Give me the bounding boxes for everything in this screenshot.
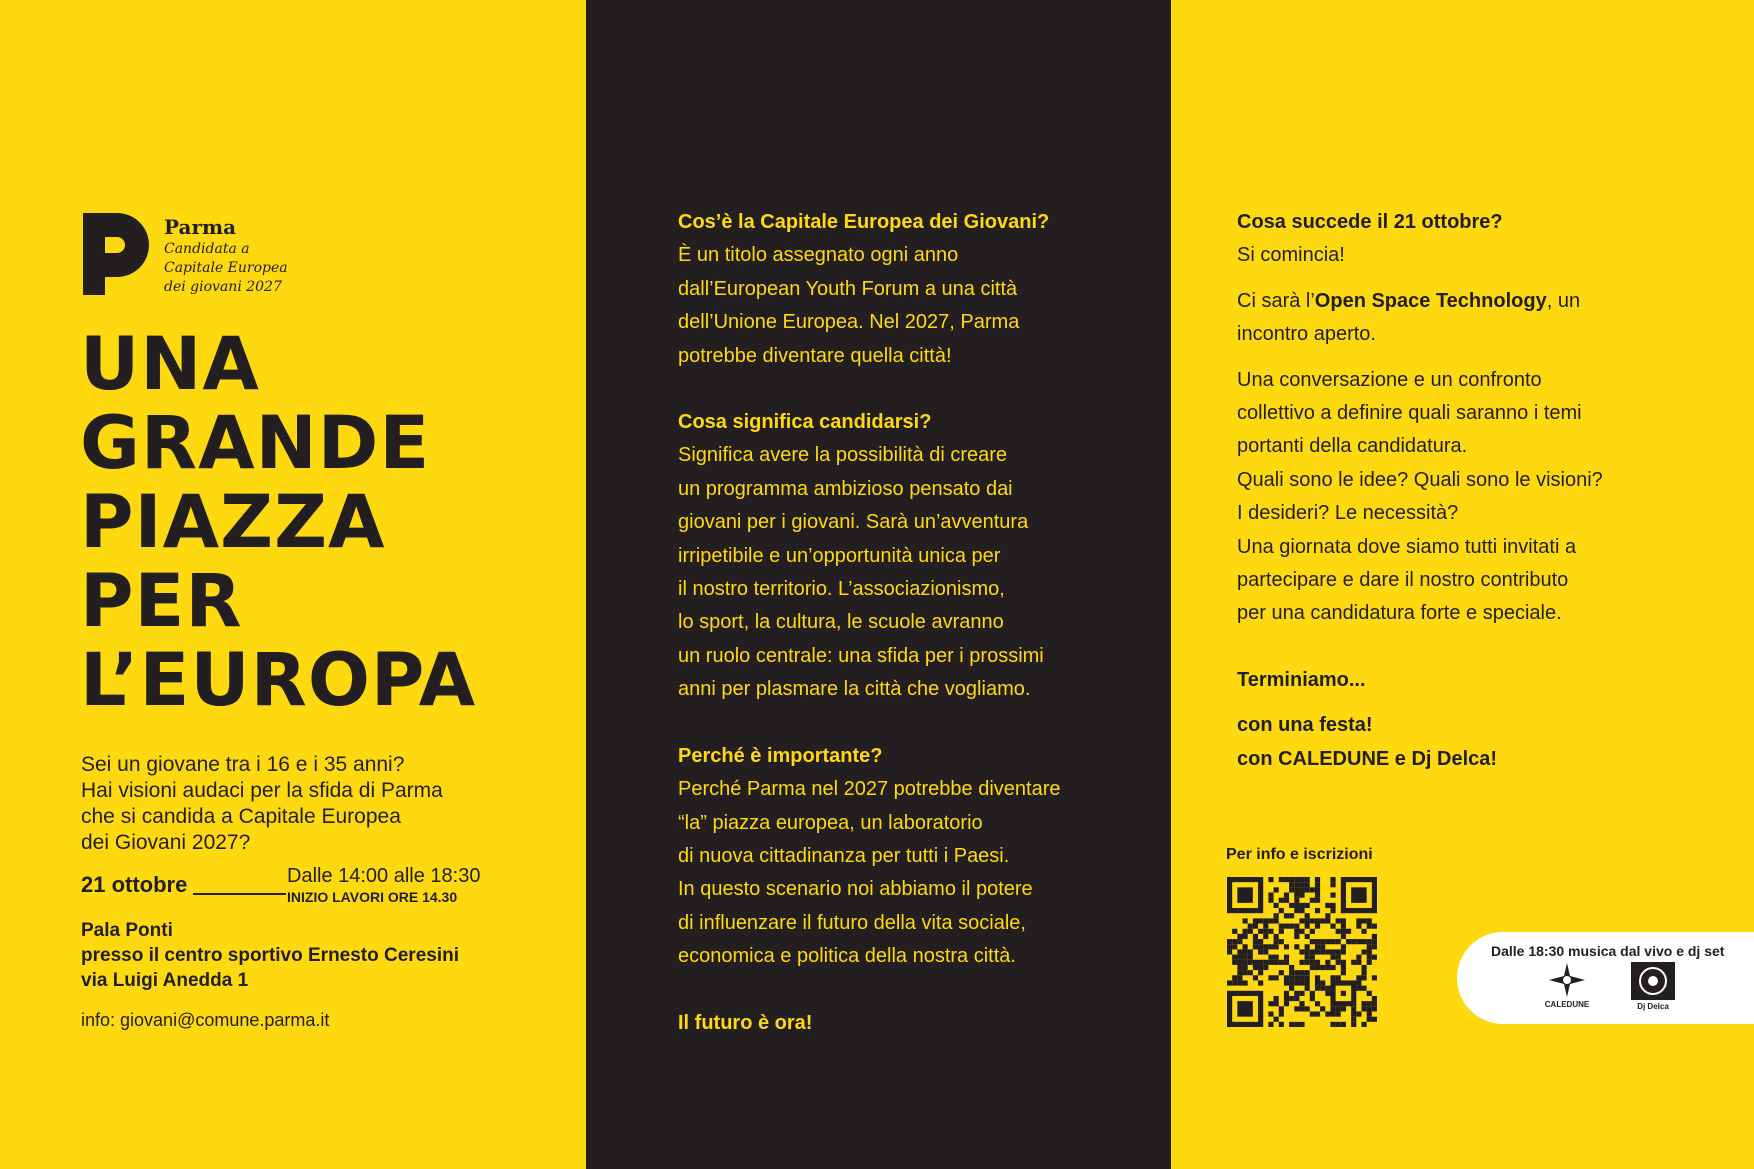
event-date: 21 ottobre: [81, 872, 188, 897]
program-line: partecipare e dare il nostro contributo: [1237, 569, 1569, 592]
faq-line: di influenzare il futuro della vita sociale,: [678, 911, 1026, 934]
ost-line-2: incontro aperto.: [1237, 323, 1376, 346]
faq-line: Perché Parma nel 2027 potrebbe diventare: [678, 778, 1061, 801]
faq-block: [678, 740, 1158, 974]
faq-block: [678, 1007, 1158, 1040]
faq-line: dall’European Youth Forum a una città: [678, 277, 1018, 300]
faq-line: di nuova cittadinanza per tutti i Paesi.: [678, 844, 1010, 867]
faq-closing: Il futuro è ora!: [678, 1011, 813, 1034]
faq-line: anni per plasmare la città che vogliamo.: [678, 678, 1031, 701]
faq-question: Cos’è la Capitale Europea dei Giovani?: [678, 211, 1050, 233]
faq-line: lo sport, la cultura, le scuole avranno: [678, 611, 1004, 634]
program-line: Quali sono le idee? Quali sono le visioni?: [1237, 468, 1603, 491]
intro-line: che si candida a Capitale Europea: [81, 805, 401, 828]
venue-line: presso il centro sportivo Ernesto Ceresini: [81, 945, 459, 966]
intro-line: Sei un giovane tra i 16 e i 35 anni?: [81, 753, 405, 776]
program-start: Si comincia!: [1237, 244, 1345, 267]
intro-text: [81, 752, 561, 856]
headline: [80, 322, 477, 723]
headline-line: PER: [80, 559, 243, 644]
venue-line: via Luigi Anedda 1: [81, 970, 249, 991]
program-line: portanti della candidatura.: [1237, 435, 1468, 458]
dj-delca-logo: [1623, 962, 1683, 1011]
brand-subtitle-line: Candidata a: [164, 241, 250, 257]
headline-line: GRANDE: [80, 401, 431, 486]
faq-section: [678, 206, 1158, 1073]
brand-block: [164, 214, 288, 297]
faq-line: È un titolo assegnato ogni anno: [678, 244, 959, 267]
event-time: Dalle 14:00 alle 18:30: [287, 865, 481, 887]
music-badge: [1457, 932, 1754, 1024]
brand-name: Parma: [164, 215, 237, 239]
ending-title: Terminiamo...: [1237, 668, 1366, 691]
dj-delca-label: Dj Delca: [1637, 1002, 1669, 1011]
intro-line: dei Giovani 2027?: [81, 831, 251, 854]
faq-line: irripetibile e un’opportunità unica per: [678, 544, 1001, 567]
ending-line: con una festa!: [1237, 714, 1373, 737]
music-title: Dalle 18:30 musica dal vivo e dj set: [1491, 943, 1725, 959]
parma-p-logo-icon: [83, 213, 149, 295]
caledune-label: CALEDUNE: [1544, 1000, 1590, 1009]
info-label: Per info e iscrizioni: [1226, 846, 1373, 863]
ost-prefix: Ci sarà l’: [1237, 289, 1315, 312]
faq-line: “la” piazza europea, un laboratorio: [678, 811, 983, 834]
faq-line: giovani per i giovani. Sarà un’avventura: [678, 511, 1029, 534]
ending-line: con CALEDUNE e Dj Delca!: [1237, 747, 1498, 770]
headline-line: L’EUROPA: [80, 638, 477, 723]
venue-line: Pala Ponti: [81, 920, 173, 941]
headline-line: PIAZZA: [80, 480, 386, 565]
program-line: per una candidatura forte e speciale.: [1237, 602, 1562, 625]
program-line: collettivo a definire quali saranno i temi: [1237, 402, 1582, 425]
faq-line: potrebbe diventare quella città!: [678, 344, 952, 367]
program-question: Cosa succede il 21 ottobre?: [1237, 211, 1503, 233]
middle-panel: [586, 0, 1171, 1169]
program-line: Una giornata dove siamo tutti invitati a: [1237, 535, 1577, 558]
faq-line: un programma ambizioso pensato dai: [678, 477, 1013, 500]
faq-line: un ruolo centrale: una sfida per i prossimi: [678, 644, 1044, 667]
dj-delca-icon: [1631, 962, 1675, 1000]
brand-subtitle-line: dei giovani 2027: [164, 279, 282, 295]
faq-question: Perché è importante?: [678, 744, 883, 767]
program-line: I desideri? Le necessità?: [1237, 502, 1459, 525]
faq-question: Cosa significa candidarsi?: [678, 411, 932, 434]
caledune-logo: [1537, 962, 1597, 1009]
faq-line: economica e politica della nostra città.: [678, 945, 1016, 968]
ost-line: [1237, 285, 1737, 318]
ost-name: Open Space Technology: [1314, 289, 1547, 312]
event-date-row: [81, 866, 551, 906]
brand-subtitle-line: Capitale Europea: [164, 260, 288, 276]
program-section: [1237, 206, 1737, 776]
event-start-time: INIZIO LAVORI ORE 14.30: [287, 889, 458, 905]
right-panel: [1171, 0, 1754, 1169]
venue-block: [81, 918, 459, 993]
program-line: Una conversazione e un confronto: [1237, 368, 1542, 391]
faq-line: dell’Unione Europea. Nel 2027, Parma: [678, 311, 1020, 334]
headline-line: UNA: [80, 322, 260, 407]
faq-block: [678, 406, 1158, 707]
caledune-icon: [1547, 962, 1587, 998]
faq-line: il nostro territorio. L’associazionismo,: [678, 578, 1005, 601]
ost-suffix: , un: [1546, 289, 1581, 312]
intro-line: Hai visioni audaci per la sfida di Parma: [81, 779, 443, 802]
faq-block: [678, 206, 1158, 373]
qr-code-icon[interactable]: [1227, 877, 1377, 1027]
date-divider: [193, 893, 286, 895]
faq-line: In questo scenario noi abbiamo il potere: [678, 878, 1033, 901]
left-panel: [0, 0, 586, 1169]
contact-email[interactable]: info: giovani@comune.parma.it: [81, 1010, 330, 1030]
faq-line: Significa avere la possibilità di creare: [678, 444, 1008, 467]
